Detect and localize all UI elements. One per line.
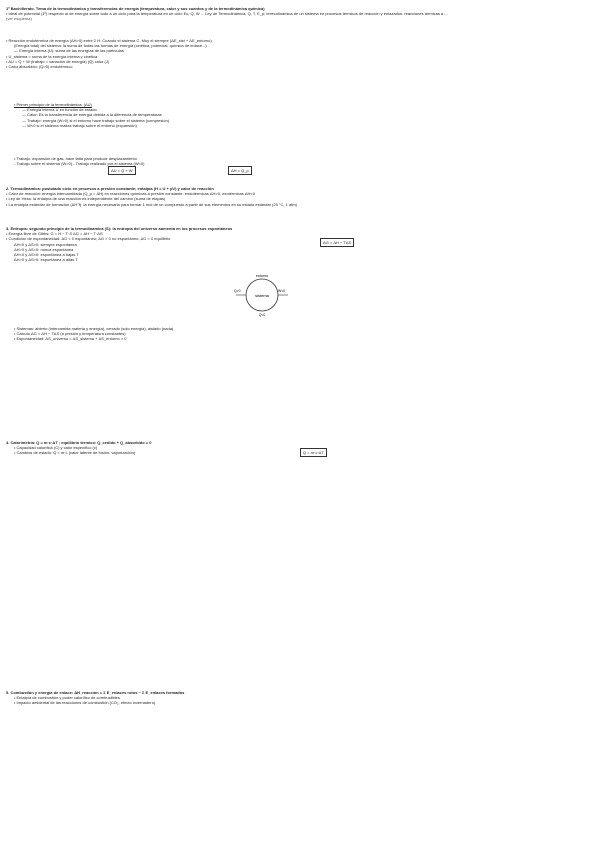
section-7-line: • Espontaneidad: ΔS_universo = ΔS_sistema + ΔS_entorno > 0 xyxy=(14,336,127,342)
section-8-line: 4. Calorimetría: Q = m·c·ΔT ; equilibrio térmico: Q_cedido + Q_absorbido = 0 xyxy=(6,440,152,445)
section-5-line: • Calor de reacción: energía intercambiada (Q_p = ΔH) en reacciones químicas a presión constante: endotérmicas ΔH>0, exotérmicas ΔH<0 xyxy=(6,191,255,197)
section-2-line: • Reacción endotérmica de energía (ΔH>0) entre 2 H: Cuando el sistema C. Muy el siempre (ΔE_sist + ΔE_entorno) xyxy=(6,38,212,43)
section-9-line: • Entalpía de combustión y poder calorífico de combustibles xyxy=(14,695,120,701)
section-7-line: • Cálculo ΔG = ΔH − TΔS (a presión y temperatura constantes) xyxy=(14,331,126,337)
section-4 xyxy=(14,156,574,166)
formula-box: ΔG = ΔH − TΔS xyxy=(320,238,354,247)
section-6-line: • Energía libre de Gibbs: G = H − T·S ΔG = ΔH − T·ΔS xyxy=(6,231,103,237)
section-2 xyxy=(6,38,596,69)
section-2-line: • U_sistema = suma de la energía interna y cinética xyxy=(6,53,98,59)
section-5-line: • Ley de Hess: la entalpía de una reacción es independiente del camino (suma de etapas) xyxy=(6,196,166,202)
section-4-line: • Trabajo: expansión de gas; hace falta para producir desplazamiento xyxy=(14,156,137,161)
section-3-line: — Trabajo: energía (W>0) si el entorno hace trabajo sobre el sistema (compresión) xyxy=(22,117,170,123)
section-7-line: • Sistemas: abierto (intercambia materia y energía), cerrado (solo energía), aislado (nada) xyxy=(14,326,174,331)
section-3-line: — Calor: Es la transferencia de energía debida a la diferencia de temperaturas xyxy=(22,112,162,118)
section-7 xyxy=(14,326,574,342)
section-3-line: • Primer principio de la termodinámica: (ΔU) xyxy=(14,102,92,107)
formula-box: ΔH = Q_p xyxy=(228,166,252,175)
system-label: sistema xyxy=(255,293,269,298)
section-9 xyxy=(6,690,596,706)
formula-box: ΔU = Q + W xyxy=(108,166,136,175)
heat-out-label: Q<0 xyxy=(258,313,266,317)
formula-box: Q = m·c·ΔT xyxy=(300,448,327,457)
section-3 xyxy=(14,102,594,128)
section-6-line: 3. Entropía: segundo principio de la termodinámica (S): la entropía del universo aumenta en los procesos espontáneos xyxy=(6,226,233,231)
system-diagram xyxy=(232,272,292,318)
section-1-line: 1º Bachillerato. Tema de la termodinámica y transferencias de energía (temperatura, calor y sus cuantos y de la termodinámica química) xyxy=(6,6,265,11)
section-5 xyxy=(6,186,596,207)
section-2-line: (Energía total) del sistema: la suma de todas las formas de energía (cinética, potencial, química de enlace...) xyxy=(14,43,207,49)
section-2-line: • ΔU = Q + W (trabajo = variación de energía) (Q) calor (J) xyxy=(6,58,110,64)
heat-in-label: Q>0 xyxy=(234,289,241,293)
section-9-line: 5. Combustión y energía de enlace: ΔH_reacción = Σ E_enlaces rotos − Σ E_enlaces formados xyxy=(6,690,185,695)
section-6-line: ΔH>0 y ΔS>0: espontánea a altas T xyxy=(14,257,78,263)
section-6-line: ΔH<0 y ΔS>0: siempre espontánea xyxy=(14,241,77,247)
section-6-line: ΔH>0 y ΔS<0: nunca espontánea xyxy=(14,246,74,252)
section-3-line: — W<0 si el sistema realiza trabajo sobre el entorno (expansión) xyxy=(22,122,137,128)
section-5-line: • La entalpía estándar de formación (ΔH°f): la energía necesaria para formar 1 mol de un compuesto a partir de sus elementos en su estado estándar (25 °C, 1 atm) xyxy=(6,201,297,207)
section-2-line: — Energía interna (U): suma de las energías de las partículas xyxy=(14,48,124,54)
section-8-line: • Capacidad calorífica (C) y calor específico (c) xyxy=(14,445,98,451)
section-9-line: • Impacto ambiental de las reacciones de combustión (CO₂, efecto invernadero) xyxy=(14,700,156,706)
section-1 xyxy=(6,6,596,22)
section-1-line: (ver esquema) xyxy=(6,16,32,22)
section-5-line: 2. Termodinámica: postulado ciclo en procesos a presión constante; entalpía (H = U + pV) y calor de reacción xyxy=(6,186,214,191)
section-8-line: • Cambios de estado: Q = m·L (calor latente de fusión, vaporización) xyxy=(14,450,136,456)
section-2-line: • Calor absorbido: (Q>0) endotérmico xyxy=(6,63,73,69)
work-out-label: W<0 xyxy=(278,289,286,293)
section-4-line: - Trabajo sobre el sistema (W>0) - Trabajo realizado por el sistema (W<0) xyxy=(14,161,145,167)
surroundings-label: entorno xyxy=(255,274,269,278)
section-6-line: ΔH<0 y ΔS<0: espontánea a bajas T xyxy=(14,251,79,257)
section-1-line: • Ideal de potencial (1º) respecto al de energía sobre todo a un ciclo para la temperatura en un ciclo Ec, Q, W ... Ley de Termodinámica, Q, T, E_p; termodinámica de un sistema en procesos térmicos de reacción y enlazados: reacciones térmicas a ... xyxy=(6,11,448,17)
section-6-line: • Condición de espontaneidad: ΔG < 0 espontáneo; ΔG > 0 no espontáneo; ΔG = 0 equilibrio xyxy=(6,236,171,242)
section-3-line: — Energía interna U en función de estado xyxy=(22,107,97,113)
